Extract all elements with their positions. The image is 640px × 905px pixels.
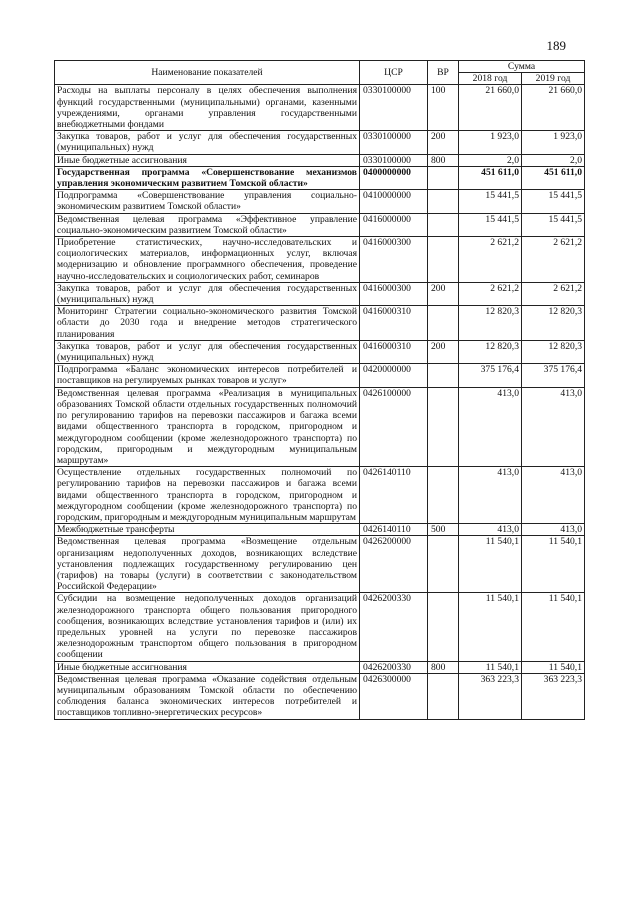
- row-value-2019: 2,0: [522, 154, 585, 166]
- table-row: [55, 364, 585, 387]
- row-name: Закупка товаров, работ и услуг для обеспечения государственных (муниципальных) нужд: [55, 340, 360, 363]
- row-csr: 0416000000: [360, 213, 428, 236]
- row-value-2018: 11 540,1: [459, 593, 522, 661]
- table-body: [55, 85, 585, 719]
- row-value-2019: 12 820,3: [522, 306, 585, 341]
- row-csr: 0416000310: [360, 340, 428, 363]
- row-value-2018: 363 223,3: [459, 673, 522, 719]
- table-row: [55, 213, 585, 236]
- row-value-2018: 12 820,3: [459, 340, 522, 363]
- header-year-2019: 2019 год: [522, 73, 585, 85]
- table-row: [55, 131, 585, 154]
- row-name: Государственная программа «Совершенствование механизмов управления экономическим развитием Томской области»: [55, 166, 360, 189]
- row-name: Подпрограмма «Баланс экономических интересов потребителей и поставщиков на регулируемых рынках товаров и услуг»: [55, 364, 360, 387]
- header-csr: ЦСР: [360, 61, 428, 85]
- row-csr: 0416000310: [360, 306, 428, 341]
- row-value-2018: 413,0: [459, 524, 522, 536]
- row-csr: 0426140110: [360, 467, 428, 524]
- row-vr: [428, 467, 459, 524]
- row-value-2019: 11 540,1: [522, 536, 585, 593]
- row-vr: [428, 237, 459, 283]
- row-vr: 200: [428, 282, 459, 305]
- row-value-2018: 11 540,1: [459, 661, 522, 673]
- row-vr: 800: [428, 154, 459, 166]
- row-vr: 800: [428, 661, 459, 673]
- row-vr: 200: [428, 340, 459, 363]
- page-number: 189: [546, 38, 566, 53]
- row-name: Иные бюджетные ассигнования: [55, 154, 360, 166]
- row-csr: 0400000000: [360, 166, 428, 189]
- budget-table: [54, 60, 585, 720]
- row-value-2018: 15 441,5: [459, 213, 522, 236]
- row-value-2018: 11 540,1: [459, 536, 522, 593]
- row-value-2019: 375 176,4: [522, 364, 585, 387]
- table-row: [55, 536, 585, 593]
- row-value-2019: 12 820,3: [522, 340, 585, 363]
- header-sum: Сумма: [459, 61, 585, 73]
- row-name: Субсидии на возмещение недополученных доходов организаций железнодорожного транспорта общего пользования пригородного сообщения, возникающих вследствие установления тарифов и (или) их предельных уровней на услуги по перевозке пассажиров железнодорожным транспортом общего пользования в пригородном сообщении: [55, 593, 360, 661]
- row-vr: [428, 190, 459, 213]
- row-value-2018: 375 176,4: [459, 364, 522, 387]
- row-csr: 0416000300: [360, 237, 428, 283]
- table-row: [55, 661, 585, 673]
- row-value-2019: 1 923,0: [522, 131, 585, 154]
- table-row: [55, 467, 585, 524]
- row-value-2018: 2,0: [459, 154, 522, 166]
- row-value-2019: 413,0: [522, 524, 585, 536]
- header-year-2018: 2018 год: [459, 73, 522, 85]
- table-row: [55, 190, 585, 213]
- table-row: [55, 673, 585, 719]
- row-name: Ведомственная целевая программа «Эффективное управление социально-экономическим развитием Томской области»: [55, 213, 360, 236]
- row-value-2019: 21 660,0: [522, 85, 585, 131]
- row-name: Закупка товаров, работ и услуг для обеспечения государственных (муниципальных) нужд: [55, 131, 360, 154]
- header-name: Наименование показателей: [55, 61, 360, 85]
- row-value-2019: 363 223,3: [522, 673, 585, 719]
- table-row: [55, 154, 585, 166]
- row-vr: [428, 166, 459, 189]
- row-csr: 0330100000: [360, 85, 428, 131]
- row-value-2018: 413,0: [459, 387, 522, 466]
- row-csr: 0426300000: [360, 673, 428, 719]
- row-vr: [428, 213, 459, 236]
- row-value-2018: 413,0: [459, 467, 522, 524]
- row-name: Подпрограмма «Совершенствование управления социально-экономическим развитием Томской области»: [55, 190, 360, 213]
- row-value-2018: 21 660,0: [459, 85, 522, 131]
- row-name: Приобретение статистических, научно-исследовательских и социологических материалов, информационных услуг, включая модернизацию и обновление программного обеспечения, проведение научно-исследовательских и социологических работ, семинаров: [55, 237, 360, 283]
- row-value-2018: 2 621,2: [459, 282, 522, 305]
- row-name: Иные бюджетные ассигнования: [55, 661, 360, 673]
- row-value-2018: 2 621,2: [459, 237, 522, 283]
- header-vr: ВР: [428, 61, 459, 85]
- row-value-2019: 413,0: [522, 387, 585, 466]
- row-value-2019: 11 540,1: [522, 661, 585, 673]
- row-vr: [428, 673, 459, 719]
- row-vr: 200: [428, 131, 459, 154]
- row-name: Мониторинг Стратегии социально-экономического развития Томской области до 2030 года и внедрение методов стратегического планирования: [55, 306, 360, 341]
- row-vr: 500: [428, 524, 459, 536]
- row-value-2019: 2 621,2: [522, 282, 585, 305]
- row-vr: 100: [428, 85, 459, 131]
- row-csr: 0416000300: [360, 282, 428, 305]
- row-vr: [428, 536, 459, 593]
- row-csr: 0420000000: [360, 364, 428, 387]
- row-name: Ведомственная целевая программа «Оказание содействия отдельным муниципальным образованиям Томской области по обеспечению соблюдения баланса экономических интересов потребителей и поставщиков топливно-энергетических ресурсов»: [55, 673, 360, 719]
- row-value-2018: 451 611,0: [459, 166, 522, 189]
- row-vr: [428, 306, 459, 341]
- row-vr: [428, 364, 459, 387]
- table-row: [55, 306, 585, 341]
- row-name: Осуществление отдельных государственных полномочий по регулированию тарифов на перевозки пассажиров и багажа всеми видами общественного транспорта в городском, пригородном и междугородном сообщении (кроме железнодорожного транспорта) по городским, пригородным и междугородным муниципальным маршрутам: [55, 467, 360, 524]
- row-value-2018: 12 820,3: [459, 306, 522, 341]
- table-row: [55, 282, 585, 305]
- row-value-2019: 2 621,2: [522, 237, 585, 283]
- row-name: Расходы на выплаты персоналу в целях обеспечения выполнения функций государственными (муниципальными) органами, казенными учреждениями, органами управления государственными внебюджетными фондами: [55, 85, 360, 131]
- row-value-2019: 11 540,1: [522, 593, 585, 661]
- row-csr: 0426200330: [360, 661, 428, 673]
- row-value-2019: 413,0: [522, 467, 585, 524]
- row-vr: [428, 593, 459, 661]
- row-name: Закупка товаров, работ и услуг для обеспечения государственных (муниципальных) нужд: [55, 282, 360, 305]
- row-value-2018: 1 923,0: [459, 131, 522, 154]
- row-csr: 0330100000: [360, 154, 428, 166]
- table-row: [55, 237, 585, 283]
- row-value-2019: 451 611,0: [522, 166, 585, 189]
- table-row: [55, 387, 585, 466]
- row-csr: 0426100000: [360, 387, 428, 466]
- row-name: Ведомственная целевая программа «Реализация в муниципальных образованиях Томской области отдельных государственных полномочий по регулированию тарифов на перевозки пассажиров и багажа всеми видами общественного транспорта в городском, пригородном и междугородном сообщении (кроме железнодорожного транспорта) по городским, пригородным и междугородным муниципальным маршрутам»: [55, 387, 360, 466]
- row-csr: 0426200330: [360, 593, 428, 661]
- table-row: [55, 85, 585, 131]
- row-name: Ведомственная целевая программа «Возмещение отдельным организациям недополученных доходов, возникающих вследствие установления подлежащих государственному регулированию цен (тарифов) на товары (услуги) в соответствии с законодательством Российской Федерации»: [55, 536, 360, 593]
- table-row: [55, 524, 585, 536]
- row-name: Межбюджетные трансферты: [55, 524, 360, 536]
- row-value-2019: 15 441,5: [522, 190, 585, 213]
- row-value-2018: 15 441,5: [459, 190, 522, 213]
- table-row: [55, 593, 585, 661]
- row-value-2019: 15 441,5: [522, 213, 585, 236]
- row-csr: 0426200000: [360, 536, 428, 593]
- row-vr: [428, 387, 459, 466]
- table-row: [55, 166, 585, 189]
- row-csr: 0330100000: [360, 131, 428, 154]
- row-csr: 0410000000: [360, 190, 428, 213]
- table-row: [55, 340, 585, 363]
- row-csr: 0426140110: [360, 524, 428, 536]
